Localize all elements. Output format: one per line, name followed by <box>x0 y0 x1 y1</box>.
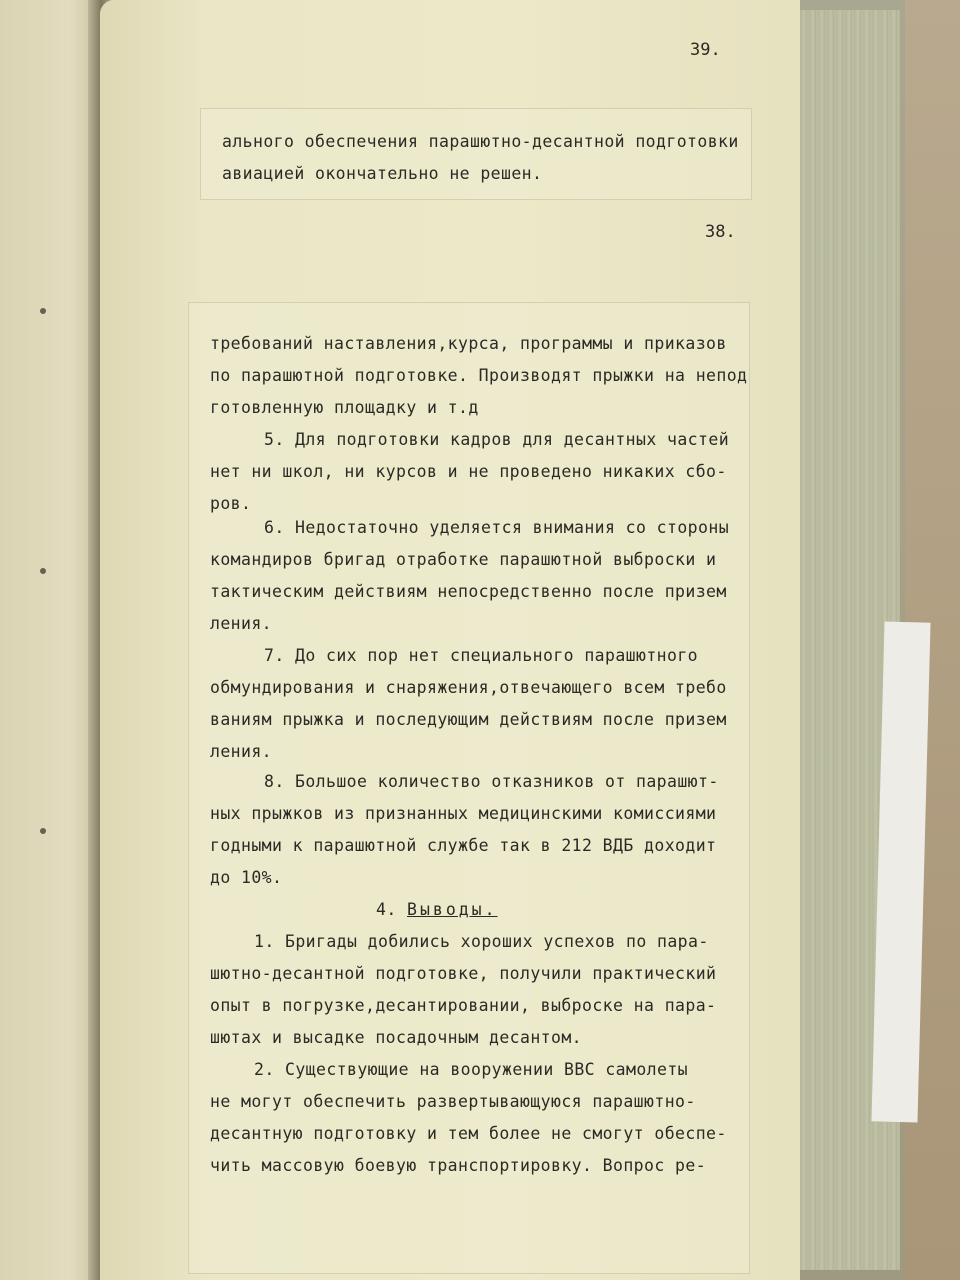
binding-hole <box>40 828 46 834</box>
page-number: 38. <box>705 222 736 242</box>
text-line: 8. Большое количество отказников от парашют- <box>264 772 719 791</box>
text-line: требований наставления,курса, программы и приказов <box>210 334 727 353</box>
text-line: авиацией окончательно не решен. <box>222 164 543 183</box>
text-line: по парашютной подготовке. Производят прыжки на непод <box>210 366 748 385</box>
text-line: шютах и высадке посадочным десантом. <box>210 1028 583 1047</box>
text-line: готовленную площадку и т.д <box>210 398 479 417</box>
text-line: командиров бригад отработке парашютной выброски и <box>210 550 717 569</box>
text-line: 7. До сих пор нет специального парашютного <box>264 646 699 665</box>
text-line: чить массовую боевую транспортировку. Вопрос ре- <box>210 1156 707 1175</box>
section-heading-text: Выводы. <box>407 900 498 919</box>
text-line: 6. Недостаточно уделяется внимания со стороны <box>264 518 730 537</box>
left-page <box>0 0 100 1280</box>
binding-hole <box>40 308 46 314</box>
text-line: 1. Бригады добились хороших успехов по пара- <box>254 932 709 951</box>
text-line: ных прыжков из признанных медицинскими комиссиями <box>210 804 717 823</box>
text-line: 5. Для подготовки кадров для десантных частей <box>264 430 730 449</box>
page-number: 39. <box>690 40 721 60</box>
text-line: шютно-десантной подготовке, получили практический <box>210 964 717 983</box>
text-line: не могут обеспечить развертывающуюся парашютно- <box>210 1092 696 1111</box>
text-line: годными к парашютной службе так в 212 ВДБ доходит <box>210 836 717 855</box>
text-line: нет ни школ, ни курсов и не проведено никаких сбо- <box>210 462 727 481</box>
binding-hole <box>40 568 46 574</box>
text-line: опыт в погрузке,десантировании, выброске на пара- <box>210 996 717 1015</box>
text-line: ления. <box>210 742 273 761</box>
pasted-fragment-top <box>200 108 752 200</box>
section-heading <box>376 900 498 919</box>
text-line: обмундирования и снаряжения,отвечающего всем требо <box>210 678 727 697</box>
text-line: ления. <box>210 614 273 633</box>
text-line: ваниям прыжка и последующим действиям после призем <box>210 710 727 729</box>
text-line: ального обеспечения парашютно-десантной подготовки <box>222 132 739 151</box>
text-line: десантную подготовку и тем более не смогут обеспе- <box>210 1124 727 1143</box>
section-heading-number: 4. <box>376 900 397 919</box>
text-line: 2. Существующие на вооружении ВВС самолеты <box>254 1060 689 1079</box>
text-line: ров. <box>210 494 252 513</box>
document-page <box>100 0 800 1280</box>
text-line: до 10%. <box>210 868 283 887</box>
text-line: тактическим действиям непосредственно после призем <box>210 582 727 601</box>
